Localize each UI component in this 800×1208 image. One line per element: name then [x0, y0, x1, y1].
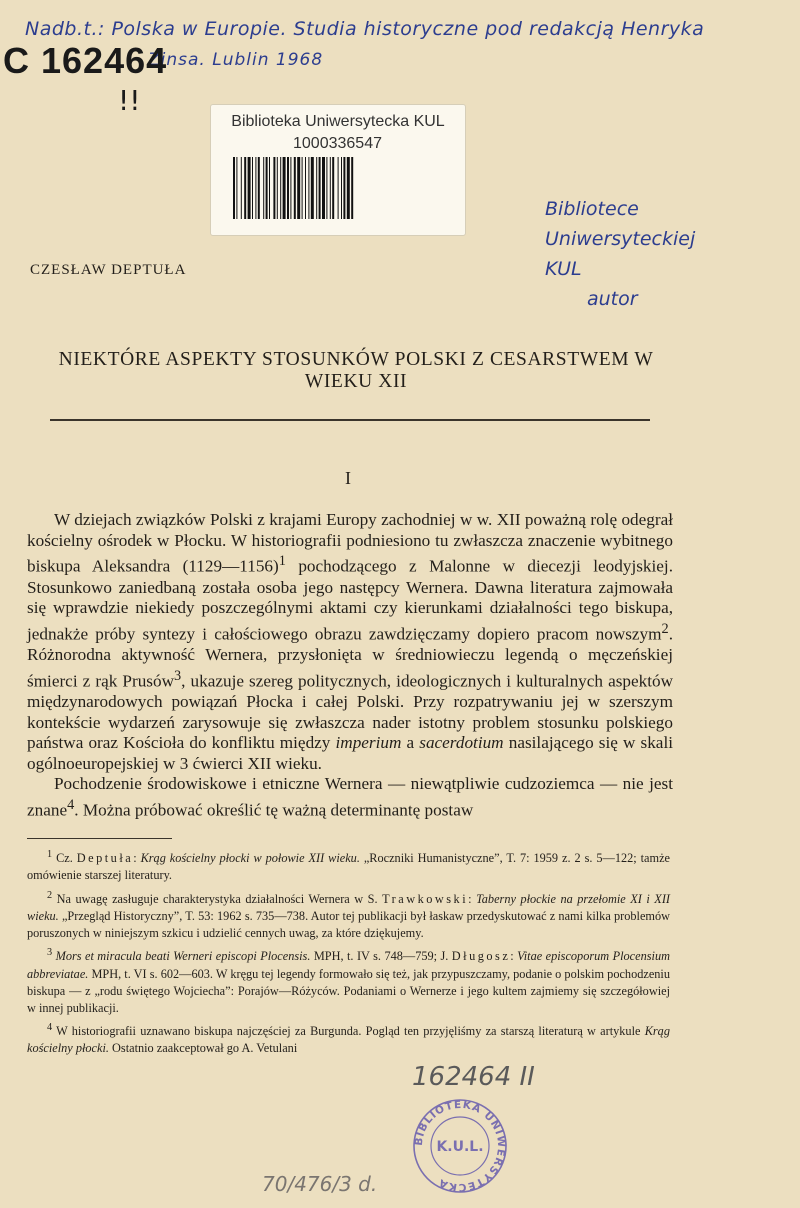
- paragraph: Pochodzenie środowiskowe i etniczne Wernera — niewątpliwie cudzoziemca — nie jest znane$^4$. Można próbować określić tę ważną determinantę postaw: [27, 774, 673, 820]
- dedication-line: autor: [587, 288, 638, 310]
- library-barcode-label: [210, 104, 466, 236]
- footnote-rule: [27, 838, 172, 839]
- handwritten-marks: !!: [118, 84, 141, 117]
- footnote: $^3$ Mors et miracula beati Werneri episcopi Plocensis. MPH, t. IV s. 748—759; J. Długosz: Vitae episcoporum Plocensium abbreviatae. MPH, t. VI s. 602—603. W kręgu tej legendy formowało się też, jak przypuszczamy, podanie o polskim pochodzeniu biskupa — z „rodu świętego Wojciecha”: Porajów—Różyców. Podaniami o Wernerze i jego kultem zajmiemy się szczegółowiej w innej publikacji.: [27, 947, 670, 1015]
- barcode-icon: [233, 157, 443, 219]
- footnote: $^1$ Cz. Deptuła: Krąg kościelny płocki w połowie XII wieku. „Roczniki Humanistyczne”, T. 7: 1959 z. 2 s. 5—122; tamże omówienie starszej literatury.: [27, 849, 670, 883]
- dedication-line: Uniwersyteckiej: [545, 228, 696, 250]
- footnote-ref: 1: [278, 553, 286, 570]
- body-text: [27, 510, 673, 821]
- stamp-ring-text: BIBLIOTEKA UNIWERSYTECKA: [412, 1098, 508, 1194]
- footnote-ref: 4: [67, 796, 75, 813]
- handwritten-note-line1: Nadb.t.: Polska w Europie. Studia historyczne pod redakcją Henryka: [25, 18, 705, 40]
- article-title: NIEKTÓRE ASPEKTY STOSUNKÓW POLSKI Z CESARSTWEM W WIEKU XII: [58, 349, 654, 392]
- dedication-line: Bibliotece: [545, 198, 639, 220]
- footnote: $^4$ W historiografii uznawano biskupa najczęściej za Burgunda. Pogląd ten przyjęliśmy za starszą literaturą w artykule Krąg kościelny płocki. Ostatnio zaakceptował go A. Vetulani: [27, 1022, 670, 1056]
- emphasis: sacerdotium: [419, 733, 504, 753]
- emphasis: imperium: [335, 733, 402, 753]
- stamp-center-text: K.U.L.: [436, 1139, 484, 1155]
- footnote-ref: 2: [661, 620, 669, 637]
- title-rule: [50, 419, 650, 421]
- shelf-number: C 162464: [3, 40, 168, 81]
- pencil-inventory-note: 70/476/3 d.: [262, 1172, 378, 1196]
- footnote: $^2$ Na uwagę zasługuje charakterystyka działalności Wernera w S. Trawkowski: Taberny płockie na przełomie XI i XII wieku. „Przegląd Historyczny”, T. 53: 1962 s. 735—738. Autor tej publikacji był łaskaw przedyskutować z nami kilka problemów poruszonych w niniejszym szkicu i udzielić cennych uwag, za które dziękujemy.: [27, 889, 671, 940]
- paragraph: W dziejach związków Polski z krajami Europy zachodniej w w. XII poważną rolę odegrał kościelny ośrodek w Płocku. W historiografii podniesiono tu zwłaszcza znaczenie wybitnego biskupa Aleksandra (1129—1156)$^1$ pochodzącego z Malonne w diecezji leodyjskiej. Stosunkowo zaniedbaną została osoba jego następcy Wernera. Dawna literatura zajmowała się wprawdzie niekiedy poszczególnymi aktami czy kierunkami działalności tego biskupa, jednakże próby syntezy i całościowego obrazu zawdzięczamy dopiero pracom nowszym$^2$. Różnorodna aktywność Wernera, przysłonięta w średniowieczu legendą o męczeńskiej śmierci z rąk Prusów$^3$, ukazuje szereg politycznych, ideologicznych i kulturalnych aspektów międzynarodowych powiązań Płocka i całej Polski. Przy rozpatrywaniu jej w szerszym kontekście wydarzeń zarysowuje się zwłaszcza nader istotny problem stosunku polskiego państwa oraz Kościoła do konfliktu między imperium a sacerdotium nasilającego się w skali ogólnoeuropejskiej w 3 ćwierci XII wieku.: [27, 510, 673, 773]
- label-library-name: Biblioteka Uniwersytecka KUL: [231, 113, 445, 130]
- label-barcode-number: 1000336547: [293, 135, 382, 152]
- pencil-accession-number: 162464 II: [412, 1062, 535, 1092]
- handwritten-note-line2: Zinsa. Lublin 1968: [148, 50, 324, 70]
- footnote-ref: 3: [173, 667, 182, 684]
- library-stamp-icon: [408, 1098, 512, 1194]
- dedication-line: KUL: [545, 258, 582, 280]
- section-number: I: [345, 468, 351, 488]
- footnotes: [27, 846, 670, 1060]
- handwritten-dedication: [545, 198, 745, 318]
- author-name: CZESŁAW DEPTUŁA: [30, 262, 187, 278]
